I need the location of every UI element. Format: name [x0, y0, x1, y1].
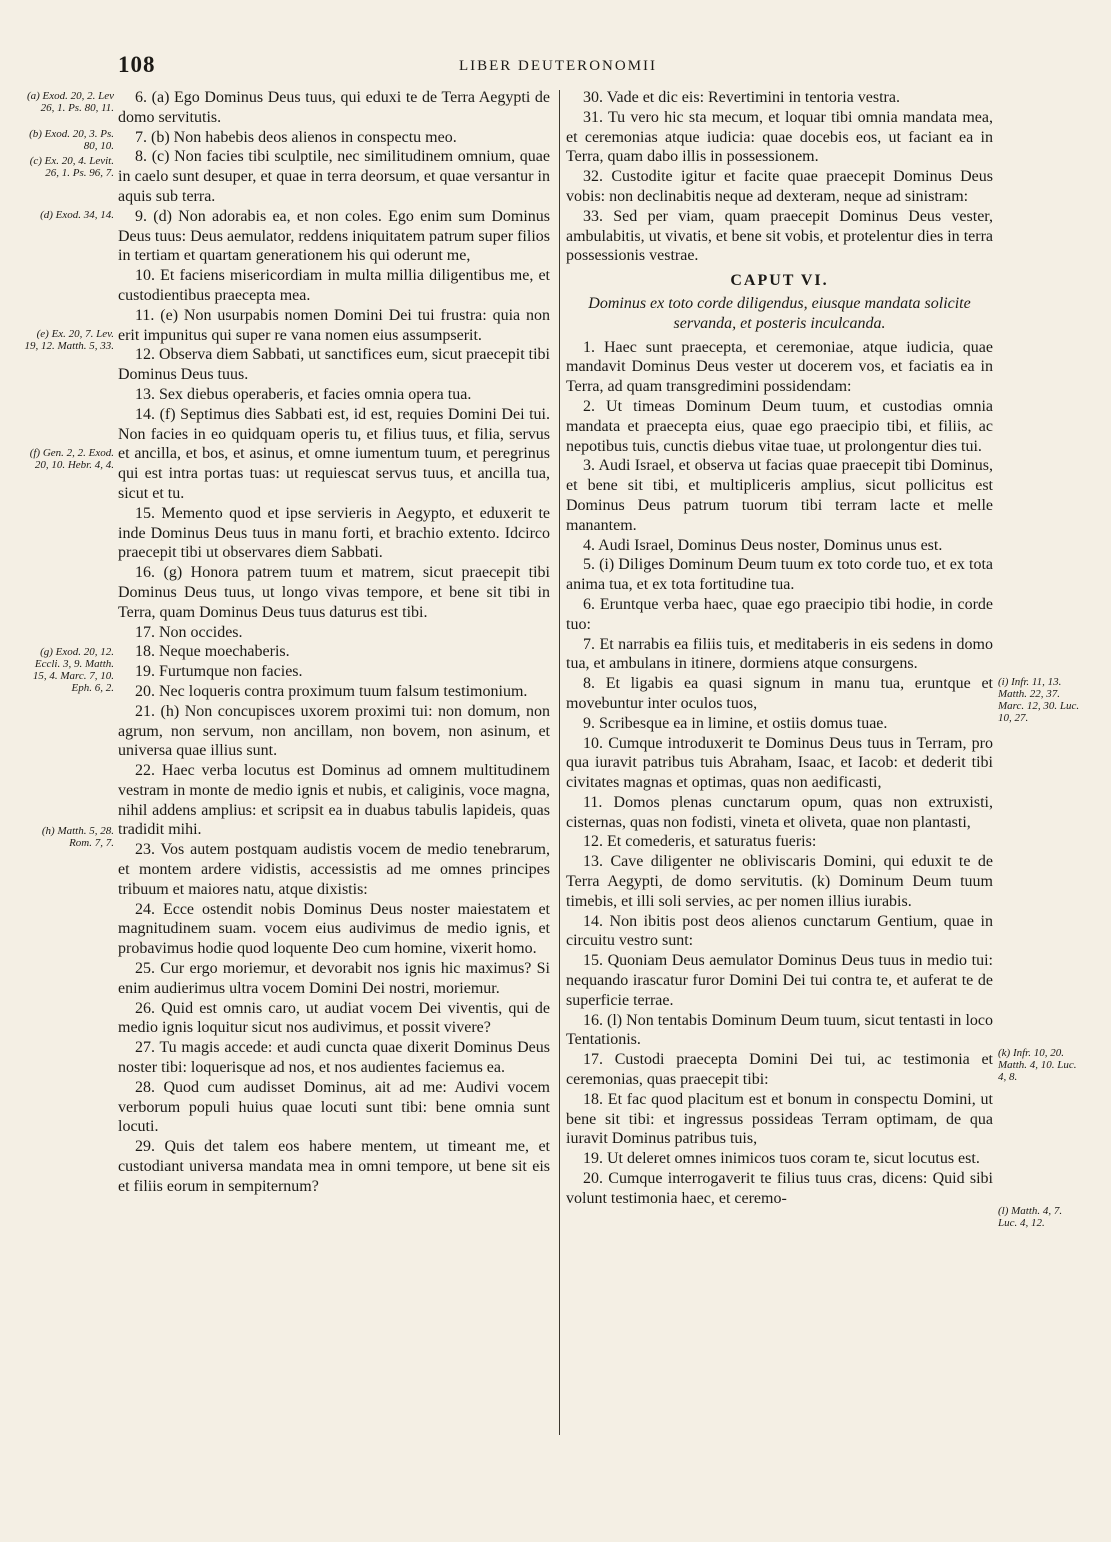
verse: 30. Vade et dic eis: Revertimini in tentoria vestra. [583, 89, 900, 106]
chapter-summary: Dominus ex toto corde diligendus, eiusque mandata solicite servanda, et posteris inculcanda. [588, 294, 971, 332]
margin-note: (i) Infr. 11, 13. Matth. 22, 37. Marc. 12, 30. Luc. 10, 27. [998, 676, 1080, 724]
verse: 10. Cumque introduxerit te Dominus Deus tuus in Terram, pro qua iuravit patribus tuis Abraham, Isaac, et Iacob: et dederit tibi civitates magnas et optimas, quas non aedificasti, [566, 734, 993, 792]
page-number: 108 [118, 52, 156, 77]
running-header [118, 52, 998, 80]
verse: 17. Custodi praecepta Domini Dei tui, ac testimonia et ceremonias, quas praecepit tibi: [566, 1051, 993, 1089]
verse: 23. Vos autem postquam audistis vocem de medio tenebrarum, et montem ardere vidistis, accessistis ad me omnes principes tribuum et maiores natu, atque dixistis: [118, 841, 550, 898]
margin-note: (d) Exod. 34, 14. [40, 209, 114, 221]
margin-note: (h) Matth. 5, 28. Rom. 7, 7. [41, 825, 114, 849]
margin-note: (c) Ex. 20, 4. Levit. 26, 1. Ps. 96, 7. [29, 155, 114, 179]
column-divider [559, 90, 560, 1435]
verse: 16. (g) Honora patrem tuum et matrem, sicut praecepit tibi Dominus Deus tuus, ut longo vivas tempore, et bene sit tibi in Terra, quam Dominus Deus tuus daturus est tibi. [118, 564, 550, 621]
running-title: LIBER DEUTERONOMII [458, 58, 658, 74]
verse: 26. Quid est omnis caro, ut audiat vocem Dei viventis, qui de medio ignis loquitur sicut nos audivimus, et possit vivere? [118, 999, 550, 1037]
right-column [566, 88, 993, 1209]
verse: 10. Et faciens misericordiam in multa millia diligentibus me, et custodientibus praecepta mea. [118, 267, 550, 304]
margin-note: (l) Matth. 4, 7. Luc. 4, 12. [998, 1205, 1063, 1229]
verse: 5. (i) Diliges Dominum Deum tuum ex toto corde tuo, et ex tota anima tua, et ex tota fortitudine tua. [566, 556, 993, 594]
verse: 19. Furtumque non facies. [135, 663, 303, 681]
verse: 29. Quis det talem eos habere mentem, ut timeant me, et custodiant universa mandata mea in omni tempore, ut bene sit eis et filiis eorum in sempiternum? [118, 1138, 550, 1195]
verse: 18. Neque moechaberis. [135, 643, 290, 661]
verse: 8. (c) Non facies tibi sculptile, nec similitudinem omnium, quae in caelo sunt desuper, et quae in terra deorsum, et quae versantur in aquis sub terra. [118, 148, 550, 205]
verse: 17. Non occides. [135, 623, 243, 641]
verse: 18. Et fac quod placitum est et bonum in conspectu Domini, ut bene sit tibi: et ingressus possideas Terram optimam, de qua iuravit Dominus patribus tuis, [566, 1090, 993, 1148]
verse: 9. (d) Non adorabis ea, et non coles. Ego enim sum Dominus Deus tuus: Deus aemulator, reddens iniquitatem patrum super filios in tertiam et quartam generationem his qui oderunt me, [118, 207, 550, 265]
verse: 6. Eruntque verba haec, quae ego praecipio tibi hodie, in corde tuo: [566, 595, 993, 633]
verse: 31. Tu vero hic sta mecum, et loquar tibi omnia mandata mea, et ceremonias atque iudicia: quae docebis eos, ut faciant ea in Terra, quam dabo illis in possessionem. [566, 108, 993, 166]
verse: 33. Sed per viam, quam praecepit Dominus Deus vester, ambulabitis, ut vivatis, et bene sit vobis, et protelentur dies in terra possessionis vestrae. [566, 207, 993, 265]
verse: 4. Audi Israel, Dominus Deus noster, Dominus unus est. [583, 536, 943, 554]
verse: 8. Et ligabis ea quasi signum in manu tua, eruntque et movebuntur inter oculos tuos, [566, 675, 993, 712]
margin-note: (k) Infr. 10, 20. Matth. 4, 10. Luc. 4, 8. [998, 1047, 1077, 1083]
margin-note: (f) Gen. 2, 2. Exod. 20, 10. Hebr. 4, 4. [29, 447, 114, 471]
verse: 16. (l) Non tentabis Dominum Deum tuum, sicut tentasti in loco Tentationis. [566, 1011, 993, 1049]
verse: 24. Ecce ostendit nobis Dominus Deus noster maiestatem et magnitudinem suam. vocem eius audivimus de medio ignis, et probavimus hodie quod loquente Deo cum homine, vixerit homo. [118, 900, 550, 958]
verse: 13. Sex diebus operaberis, et facies omnia opera tua. [135, 385, 472, 403]
verse: 12. Et comederis, et saturatus fueris: [583, 833, 817, 851]
verse: 14. Non ibitis post deos alienos cunctarum Gentium, quae in circuitu vestro sunt: [566, 912, 993, 950]
verse: 20. Nec loqueris contra proximum tuum falsum testimonium. [135, 682, 528, 700]
verse: 21. (h) Non concupisces uxorem proximi tui: non domum, non agrum, non servum, non ancillam, non bovem, non asinum, et universa quae illius sunt. [118, 702, 550, 760]
verse: 28. Quod cum audisset Dominus, ait ad me: Audivi vocem verborum populi huius quae locuti sunt tibi: bene omnia sunt locuti. [118, 1078, 550, 1136]
left-column [118, 88, 550, 1197]
verse: 11. (e) Non usurpabis nomen Domini Dei tui frustra: quia non erit impunitus qui super re vana nomen eius assumpserit. [118, 306, 550, 344]
verse: 15. Memento quod et ipse servieris in Aegypto, et eduxerit te inde Dominus Deus tuus in manu forti, et brachio extento. Idcirco praecepit tibi ut observares diem Sabbati. [118, 504, 550, 562]
verse: 9. Scribesque ea in limine, et ostiis domus tuae. [583, 714, 888, 732]
verse: 15. Quoniam Deus aemulator Dominus Deus tuus in medio tui: nequando irascatur furor Domini Dei tui contra te, et auferat te de superficie terrae. [566, 952, 993, 1009]
verse: 32. Custodite igitur et facite quae praecepit Dominus Deus vobis: non declinabitis neque ad dexteram, neque ad sinistram: [566, 168, 993, 205]
chapter-heading: CAPUT VI. [730, 272, 829, 290]
verse: 7. (b) Non habebis deos alienos in conspectu meo. [135, 128, 457, 146]
margin-note: (a) Exod. 20, 2. Lev 26, 1. Ps. 80, 11. [26, 90, 114, 114]
verse: 19. Ut deleret omnes inimicos tuos coram te, sicut locutus est. [583, 1150, 980, 1168]
verse: 27. Tu magis accede: et audi cuncta quae dixerit Dominus Deus noster tibi: loquerisque ad nos, et nos audientes faciemus ea. [118, 1039, 550, 1077]
verse: 13. Cave diligenter ne obliviscaris Domini, qui eduxit te de Terra Aegypti, de domo servitutis. (k) Dominum Deum tuum timebis, et illi soli servies, ac per nomen illius iurabis. [566, 853, 993, 910]
verse: 20. Cumque interrogaverit te filius tuus cras, dicens: Quid sibi volunt testimonia haec, et ceremo- [566, 1170, 993, 1207]
margin-note: (b) Exod. 20, 3. Ps. 80, 10. [29, 128, 114, 152]
verse: 3. Audi Israel, et observa ut facias quae praecepit tibi Dominus, et bene sit tibi, et multipliceris amplius, sicut pollicitus est Dominus Deus patrum tuorum tibi terram lacte et melle manantem. [566, 457, 993, 534]
verse: 22. Haec verba locutus est Dominus ad omnem multitudinem vestram in monte de medio ignis et nubis, et caliginis, voce magna, nihil addens amplius: et scripsit ea in duabus tabulis lapideis, quas tradidit mihi. [118, 762, 550, 839]
margin-note: (g) Exod. 20, 12. Eccli. 3, 9. Matth. 15, 4. Marc. 7, 10. Eph. 6, 2. [32, 646, 114, 694]
verse: 6. (a) Ego Dominus Deus tuus, qui eduxi te de Terra Aegypti de domo servitutis. [118, 89, 550, 126]
verse: 1. Haec sunt praecepta, et ceremoniae, atque iudicia, quae mandavit Dominus Deus vester ut docerem vos, et faciatis ea in Terra, ad quam transgredimini possidendam: [566, 338, 993, 396]
verse: 14. (f) Septimus dies Sabbati est, id est, requies Domini Dei tui. Non facies in eo quidquam operis tu, et filius tuus, et filia, servus et ancilla, et bos, et asinus, et omne iumentum tuum, et peregrinus qui est intra portas tuas: ut requiescat servus tuus, et ancilla tua, sicut et tu. [118, 405, 550, 502]
verse: 11. Domos plenas cunctarum opum, quas non extruxisti, cisternas, quas non fodisti, vineta et oliveta, quae non plantasti, [566, 793, 993, 831]
verse: 7. Et narrabis ea filiis tuis, et meditaberis in eis sedens in domo tua, et ambulans in itinere, dormiens atque consurgens. [566, 635, 993, 673]
verse: 2. Ut timeas Dominum Deum tuum, et custodias omnia mandata et praecepta eius, quae ego praecipio tibi, et filiis, ac nepotibus tuis, cunctis diebus vitae tuae, ut prolongentur dies tui. [566, 397, 993, 455]
verse: 25. Cur ergo moriemur, et devorabit nos ignis hic maximus? Si enim audierimus ultra vocem Domini Dei nostri, moriemur. [118, 960, 550, 997]
margin-note: (e) Ex. 20, 7. Lev. 19, 12. Matth. 5, 33. [24, 328, 114, 352]
verse: 12. Observa diem Sabbati, ut sanctifices eum, sicut praecepit tibi Dominus Deus tuus. [118, 346, 550, 384]
